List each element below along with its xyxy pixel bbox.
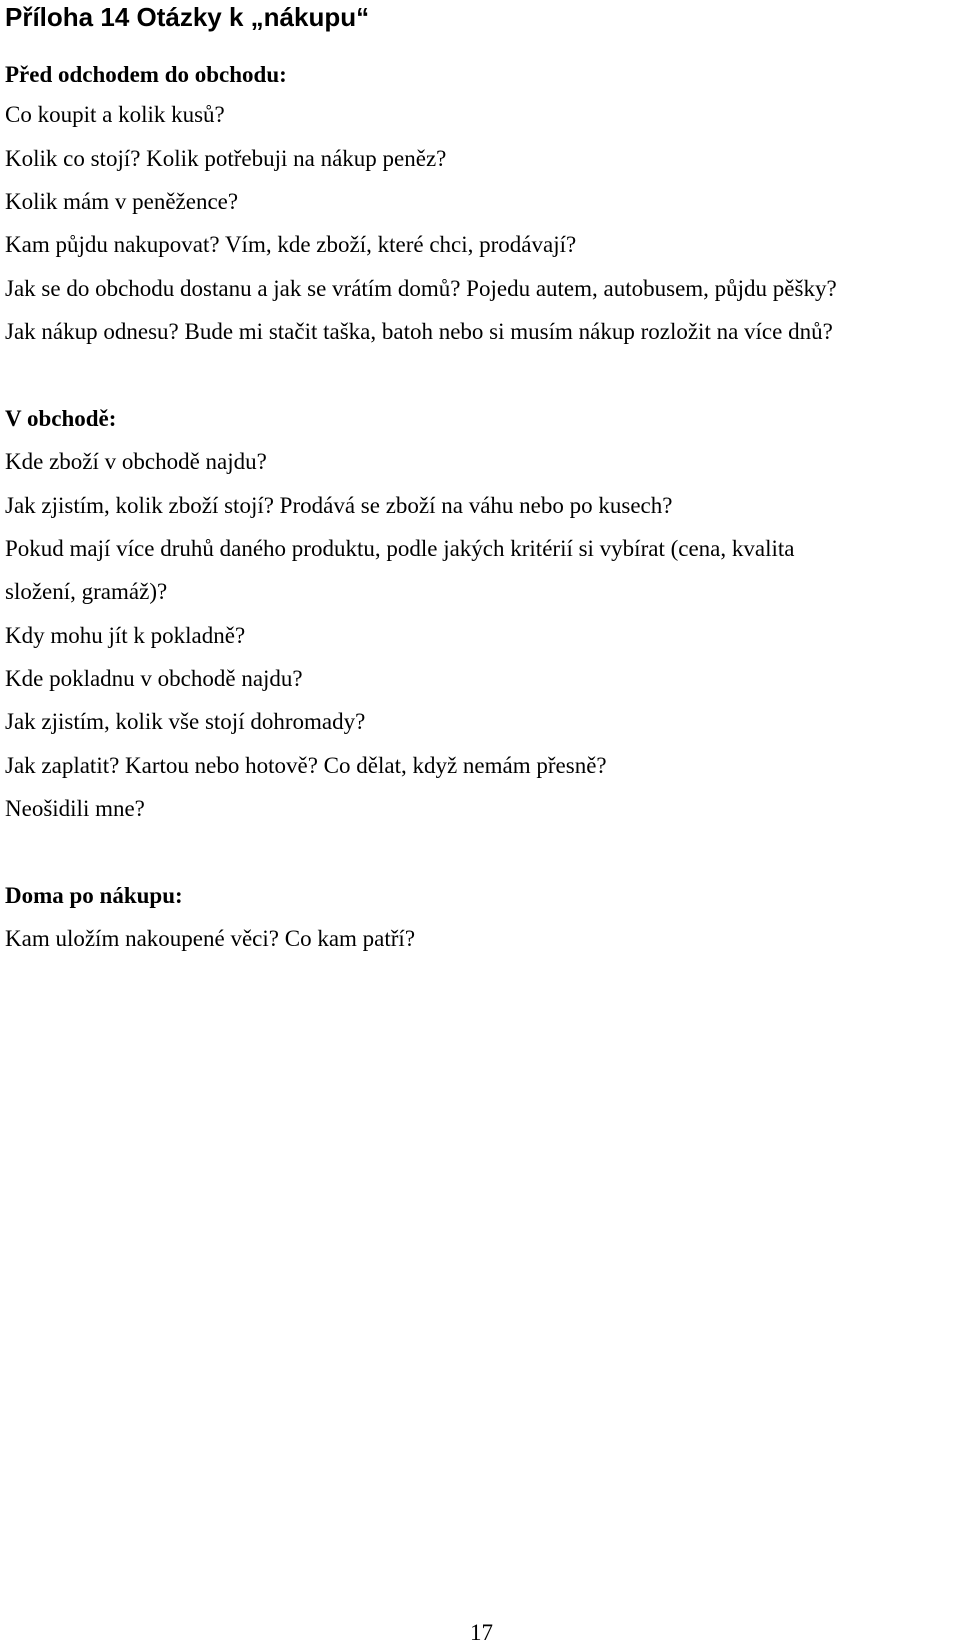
question-line: Jak nákup odnesu? Bude mi stačit taška, batoh nebo si musím nákup rozložit na více dnů? [5,319,833,344]
question-line: Kam uložím nakoupené věci? Co kam patří? [5,926,416,951]
question-line: Pokud mají více druhů daného produktu, podle jakých kritérií si vybírat (cena, kvalita [5,536,795,561]
question-line: Jak zaplatit? Kartou nebo hotově? Co dělat, když nemám přesně? [5,753,607,778]
question-line: Kolik co stojí? Kolik potřebuji na nákup peněz? [5,146,447,171]
question-line: Kolik mám v peněžence? [5,189,239,214]
question-line: Jak zjistím, kolik zboží stojí? Prodává se zboží na váhu nebo po kusech? [5,493,673,518]
page-title: Příloha 14 Otázky k „nákupu“ [5,2,370,32]
question-line: Jak se do obchodu dostanu a jak se vrátím domů? Pojedu autem, autobusem, půjdu pěšky? [5,276,837,301]
question-line: Kde zboží v obchodě najdu? [5,449,267,474]
section-heading-before-shopping: Před odchodem do obchodu: [5,62,287,87]
question-line: Kde pokladnu v obchodě najdu? [5,666,303,691]
question-line: Kam půjdu nakupovat? Vím, kde zboží, které chci, prodávají? [5,232,577,257]
question-line: Jak zjistím, kolik vše stojí dohromady? [5,709,366,734]
question-line: složení, gramáž)? [5,579,168,604]
question-line: Kdy mohu jít k pokladně? [5,623,246,648]
section-heading-at-home: Doma po nákupu: [5,883,183,908]
question-line: Neošidili mne? [5,796,145,821]
page-number: 17 [470,1620,493,1645]
question-line: Co koupit a kolik kusů? [5,102,225,127]
section-heading-in-store: V obchodě: [5,406,117,431]
